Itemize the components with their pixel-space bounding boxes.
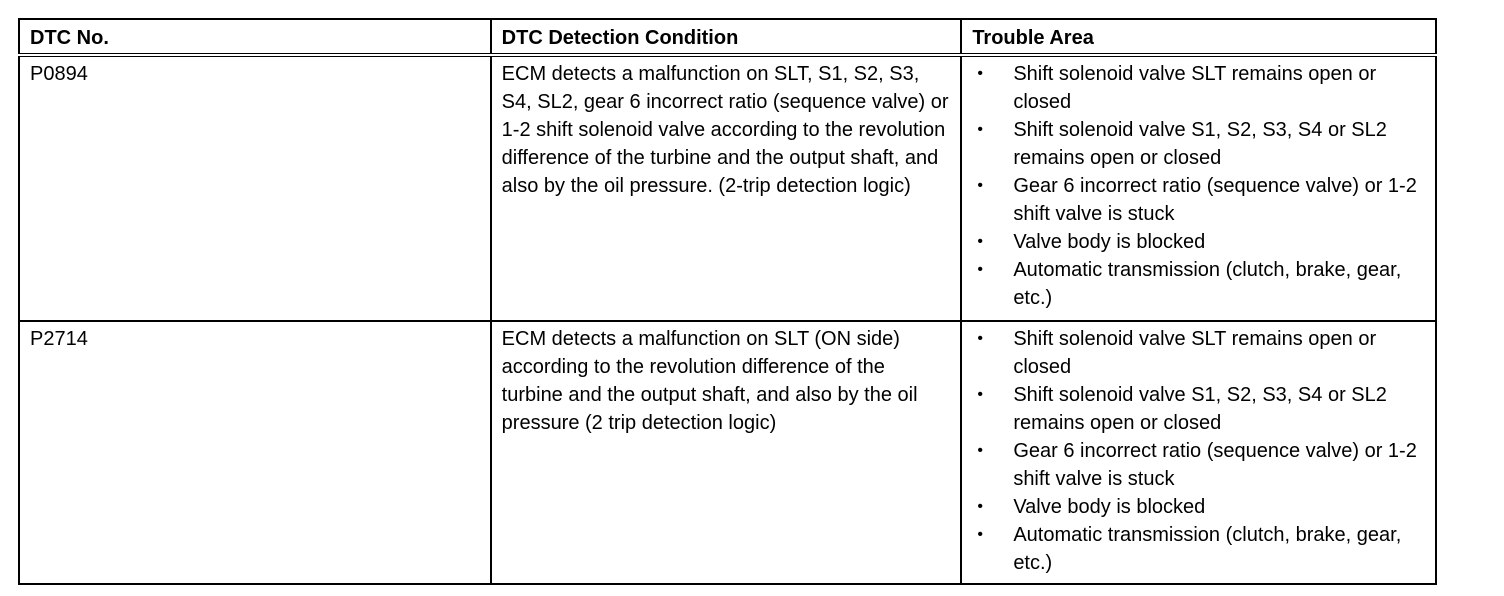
trouble-area-item: [972, 381, 1425, 437]
dtc-code-cell: P0894: [19, 55, 491, 321]
trouble-area-item: [972, 256, 1425, 312]
trouble-area-cell: [961, 55, 1436, 321]
table-row: [19, 55, 1436, 321]
dtc-code-cell: P2714: [19, 321, 491, 584]
bullet-icon: •: [977, 330, 983, 347]
trouble-area-text: Automatic transmission (clutch, brake, gear, etc.): [1013, 524, 1402, 574]
trouble-area-item: [972, 325, 1425, 381]
bullet-icon: •: [977, 65, 983, 82]
trouble-area-text: Shift solenoid valve S1, S2, S3, S4 or SL2 remains open or closed: [1013, 384, 1387, 434]
trouble-area-item: [972, 116, 1425, 172]
bullet-icon: •: [977, 442, 983, 459]
bullet-icon: •: [977, 498, 983, 515]
table-row: [19, 321, 1436, 584]
trouble-area-item: [972, 521, 1425, 577]
bullet-icon: •: [977, 177, 983, 194]
trouble-area-text: Gear 6 incorrect ratio (sequence valve) or 1-2 shift valve is stuck: [1013, 440, 1417, 490]
trouble-area-text: Shift solenoid valve SLT remains open or closed: [1013, 328, 1377, 378]
bullet-icon: •: [977, 386, 983, 403]
trouble-area-list: [972, 60, 1425, 312]
trouble-area-item: [972, 437, 1425, 493]
trouble-area-text: Shift solenoid valve SLT remains open or closed: [1013, 63, 1377, 113]
header-dtc-no: DTC No.: [19, 19, 491, 55]
header-detection-condition: DTC Detection Condition: [491, 19, 962, 55]
trouble-area-cell: [961, 321, 1436, 584]
trouble-area-item: [972, 493, 1425, 521]
detection-condition-cell: ECM detects a malfunction on SLT (ON side) according to the revolution difference of the turbine and the output shaft, and also by the oil pressure (2 trip detection logic): [491, 321, 962, 584]
trouble-area-text: Valve body is blocked: [1013, 231, 1206, 253]
bullet-icon: •: [977, 121, 983, 138]
trouble-area-item: [972, 60, 1425, 116]
table-body: [19, 55, 1436, 584]
bullet-icon: •: [977, 526, 983, 543]
trouble-area-text: Automatic transmission (clutch, brake, gear, etc.): [1013, 259, 1402, 309]
trouble-area-text: Shift solenoid valve S1, S2, S3, S4 or SL2 remains open or closed: [1013, 119, 1387, 169]
table-header: [19, 19, 1436, 55]
trouble-area-item: [972, 228, 1425, 256]
detection-condition-cell: ECM detects a malfunction on SLT, S1, S2, S3, S4, SL2, gear 6 incorrect ratio (sequence valve) or 1-2 shift solenoid valve according to the revolution difference of the turbine and the output shaft, and also by the oil pressure. (2-trip detection logic): [491, 55, 962, 321]
trouble-area-item: [972, 172, 1425, 228]
header-trouble-area: Trouble Area: [961, 19, 1436, 55]
bullet-icon: •: [977, 261, 983, 278]
trouble-area-text: Gear 6 incorrect ratio (sequence valve) or 1-2 shift valve is stuck: [1013, 175, 1417, 225]
trouble-area-text: Valve body is blocked: [1013, 496, 1206, 518]
bullet-icon: •: [977, 233, 983, 250]
dtc-table: [18, 18, 1437, 585]
header-row: [19, 19, 1436, 55]
trouble-area-list: [972, 325, 1425, 577]
